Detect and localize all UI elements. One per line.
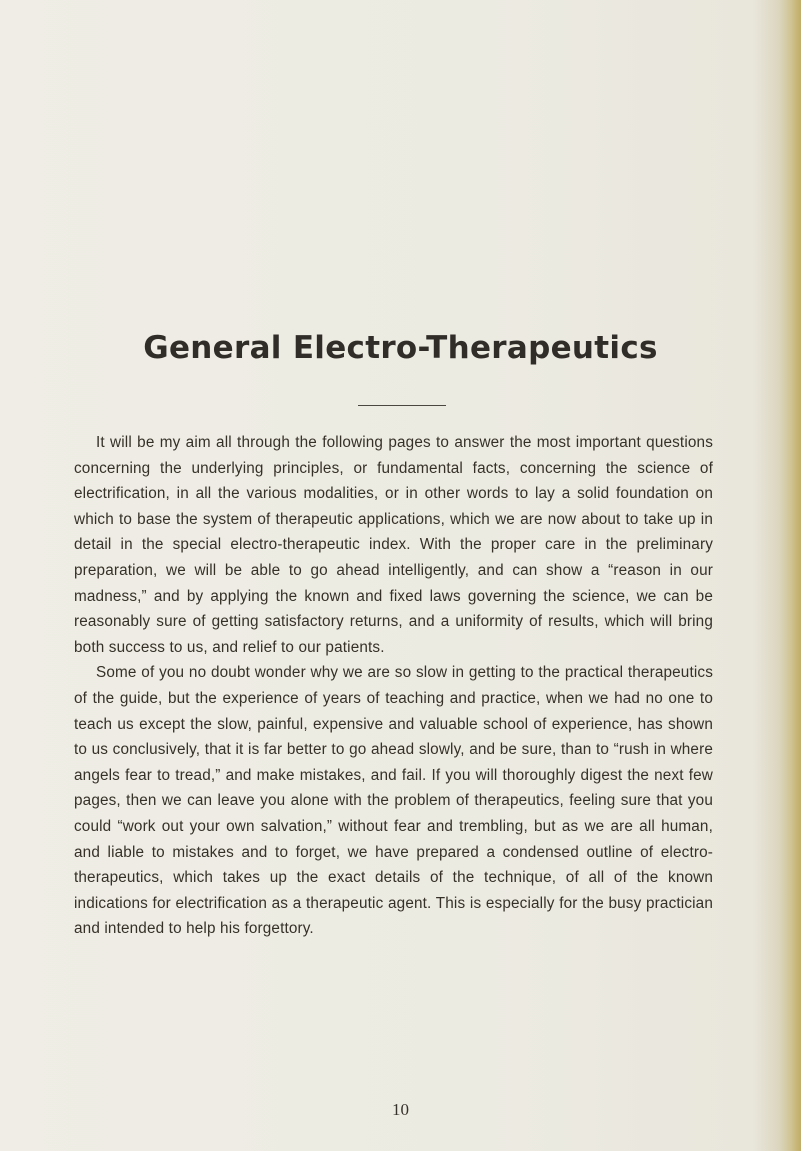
paragraph-2: Some of you no doubt wonder why we are so slow in getting to the practical therapeutics of the guide, but the experience of years of teaching and practice, when we had no one to teach us except the slow, painful, expensive and valuable school of experience, has shown to us conclusively, that it is far better to go ahead slowly, and be sure, than to “rush in where angels fear to tread,” and make mistakes, and fail. If you will thoroughly digest the next few pages, then we can leave you alone with the problem of therapeutics, feeling sure that you could “work out your own salvation,” without fear and trembling, but as we are all human, and liable to mistakes and to forget, we have prepared a condensed outline of electro-therapeutics, which takes up the exact details of the technique, of all of the known indications for electrification as a therapeutic agent. This is especially for the busy practician and intended to help his forgettory. [74,664,713,938]
page-number: 10 [392,1100,409,1119]
paragraph-1: It will be my aim all through the following pages to answer the most important questions concerning the underlying principles, or fundamental facts, concerning the science of electrification, in all the various modalities, or in other words to lay a solid foundation on which to base the system of therapeutic applications, which we are now about to take up in detail in the special electro-therapeutic index. With the proper care in the preliminary preparation, we will be able to go ahead intelligently, and can show a “reason in our madness,” and by applying the known and fixed laws governing the science, we can be reasonably sure of getting satisfactory returns, and a uniformity of results, which will bring both success to us, and relief to our patients. [74,434,713,656]
title-divider [358,405,446,406]
chapter-title: General Electro-Therapeutics [143,329,658,366]
body-text [74,430,713,942]
page-edge-shadow [779,0,801,1151]
